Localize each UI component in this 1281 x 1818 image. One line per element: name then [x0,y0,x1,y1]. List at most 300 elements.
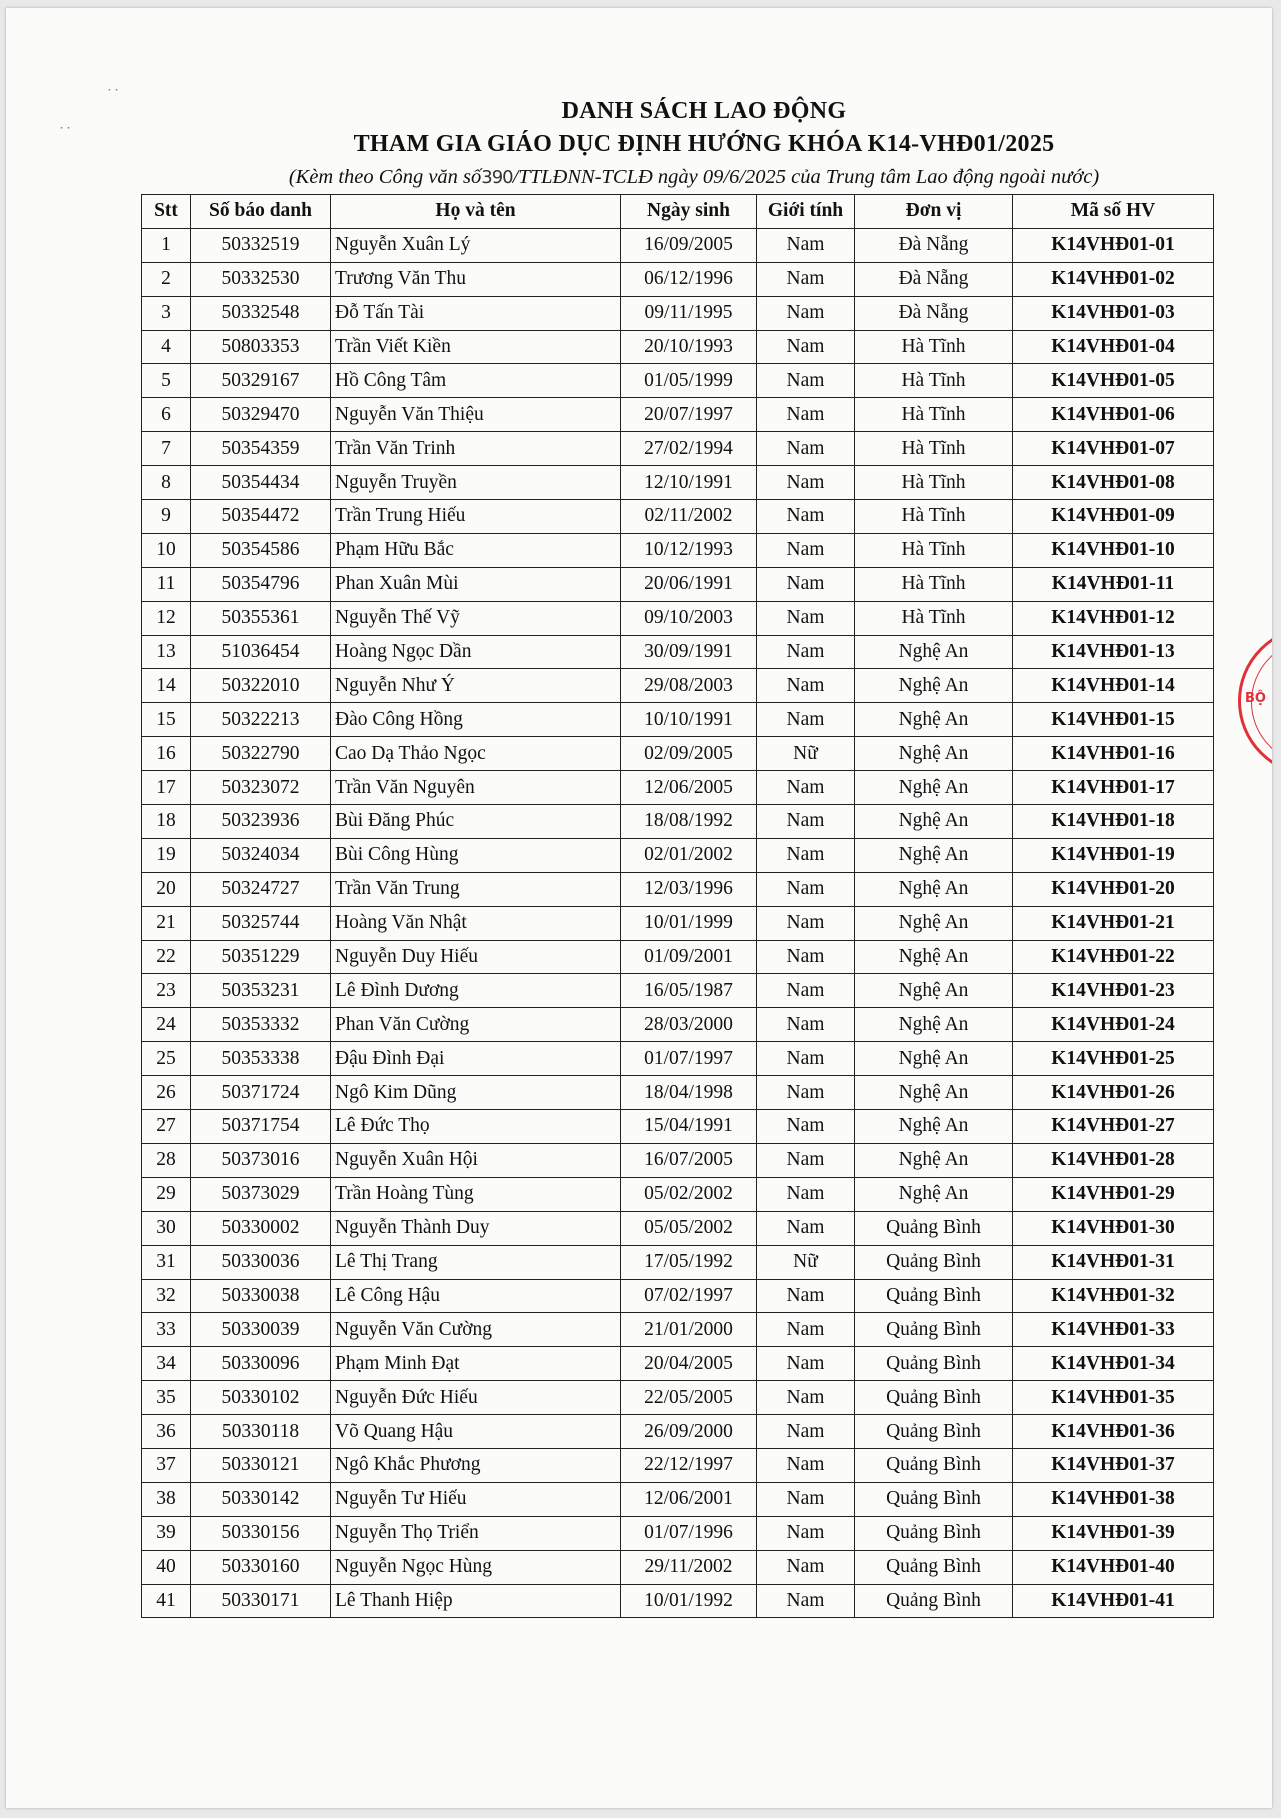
cell-candidate-number: 50803353 [191,330,331,364]
cell-stt: 15 [142,703,191,737]
cell-birth-date: 02/11/2002 [621,500,757,534]
cell-full-name: Phan Văn Cường [331,1008,621,1042]
cell-candidate-number: 50355361 [191,601,331,635]
cell-student-code: K14VHĐ01-29 [1013,1177,1214,1211]
cell-stt: 6 [142,398,191,432]
cell-student-code: K14VHĐ01-04 [1013,330,1214,364]
cell-student-code: K14VHĐ01-02 [1013,262,1214,296]
cell-birth-date: 01/05/1999 [621,364,757,398]
cell-student-code: K14VHĐ01-26 [1013,1076,1214,1110]
cell-unit: Quảng Bình [855,1313,1013,1347]
cell-candidate-number: 50373016 [191,1143,331,1177]
column-header: Ngày sinh [621,195,757,229]
cell-unit: Nghệ An [855,1143,1013,1177]
cell-student-code: K14VHĐ01-33 [1013,1313,1214,1347]
cell-birth-date: 22/12/1997 [621,1448,757,1482]
cell-stt: 29 [142,1177,191,1211]
cell-stt: 32 [142,1279,191,1313]
cell-student-code: K14VHĐ01-07 [1013,432,1214,466]
cell-candidate-number: 50330118 [191,1415,331,1449]
cell-candidate-number: 50330038 [191,1279,331,1313]
cell-stt: 23 [142,974,191,1008]
cell-full-name: Lê Công Hậu [331,1279,621,1313]
cell-candidate-number: 51036454 [191,635,331,669]
cell-student-code: K14VHĐ01-21 [1013,906,1214,940]
cell-birth-date: 20/04/2005 [621,1347,757,1381]
cell-gender: Nam [757,872,855,906]
cell-birth-date: 02/09/2005 [621,737,757,771]
cell-birth-date: 12/10/1991 [621,466,757,500]
cell-stt: 36 [142,1415,191,1449]
cell-full-name: Nguyễn Tư Hiếu [331,1482,621,1516]
cell-candidate-number: 50330121 [191,1448,331,1482]
cell-student-code: K14VHĐ01-14 [1013,669,1214,703]
cell-unit: Nghệ An [855,771,1013,805]
cell-full-name: Nguyễn Duy Hiếu [331,940,621,974]
cell-birth-date: 17/05/1992 [621,1245,757,1279]
cell-full-name: Trần Văn Trinh [331,432,621,466]
cell-full-name: Nguyễn Ngọc Hùng [331,1550,621,1584]
cell-unit: Nghệ An [855,669,1013,703]
cell-gender: Nam [757,1482,855,1516]
cell-candidate-number: 50332548 [191,296,331,330]
cell-gender: Nam [757,228,855,262]
cell-full-name: Ngô Khắc Phương [331,1448,621,1482]
cell-unit: Nghệ An [855,1076,1013,1110]
cell-unit: Hà Tĩnh [855,330,1013,364]
handwritten-number: 390 [481,167,513,188]
red-seal-stamp [1238,626,1272,776]
cell-full-name: Nguyễn Xuân Hội [331,1143,621,1177]
cell-candidate-number: 50324034 [191,838,331,872]
cell-student-code: K14VHĐ01-01 [1013,228,1214,262]
cell-birth-date: 16/09/2005 [621,228,757,262]
cell-gender: Nam [757,635,855,669]
cell-candidate-number: 50354586 [191,533,331,567]
cell-birth-date: 01/07/1997 [621,1042,757,1076]
cell-stt: 13 [142,635,191,669]
cell-student-code: K14VHĐ01-09 [1013,500,1214,534]
cell-stt: 24 [142,1008,191,1042]
cell-unit: Hà Tĩnh [855,567,1013,601]
cell-student-code: K14VHĐ01-27 [1013,1110,1214,1144]
cell-stt: 19 [142,838,191,872]
cell-stt: 11 [142,567,191,601]
cell-birth-date: 20/07/1997 [621,398,757,432]
cell-gender: Nam [757,601,855,635]
cell-birth-date: 16/05/1987 [621,974,757,1008]
cell-gender: Nam [757,1347,855,1381]
cell-candidate-number: 50324727 [191,872,331,906]
column-header: Mã số HV [1013,195,1214,229]
cell-gender: Nam [757,567,855,601]
cell-gender: Nam [757,703,855,737]
cell-birth-date: 28/03/2000 [621,1008,757,1042]
cell-candidate-number: 50322790 [191,737,331,771]
cell-unit: Quảng Bình [855,1415,1013,1449]
cell-unit: Hà Tĩnh [855,533,1013,567]
cell-full-name: Lê Đình Dương [331,974,621,1008]
cell-gender: Nam [757,1584,855,1618]
cell-gender: Nam [757,1211,855,1245]
cell-candidate-number: 50332530 [191,262,331,296]
cell-candidate-number: 50354472 [191,500,331,534]
cell-unit: Nghệ An [855,737,1013,771]
cell-candidate-number: 50371754 [191,1110,331,1144]
cell-unit: Nghệ An [855,635,1013,669]
cell-unit: Hà Tĩnh [855,601,1013,635]
column-header: Giới tính [757,195,855,229]
cell-stt: 33 [142,1313,191,1347]
cell-unit: Hà Tĩnh [855,364,1013,398]
cell-unit: Đà Nẵng [855,262,1013,296]
cell-stt: 14 [142,669,191,703]
cell-full-name: Trần Văn Nguyên [331,771,621,805]
column-header: Stt [142,195,191,229]
cell-unit: Đà Nẵng [855,296,1013,330]
cell-birth-date: 01/09/2001 [621,940,757,974]
cell-stt: 22 [142,940,191,974]
cell-candidate-number: 50330036 [191,1245,331,1279]
cell-unit: Quảng Bình [855,1245,1013,1279]
cell-full-name: Nguyễn Thọ Triển [331,1516,621,1550]
cell-stt: 5 [142,364,191,398]
cell-candidate-number: 50330171 [191,1584,331,1618]
subtitle-before: (Kèm theo Công văn số [288,166,482,188]
cell-stt: 8 [142,466,191,500]
cell-full-name: Phan Xuân Mùi [331,567,621,601]
cell-student-code: K14VHĐ01-16 [1013,737,1214,771]
cell-gender: Nam [757,974,855,1008]
cell-stt: 35 [142,1381,191,1415]
cell-stt: 25 [142,1042,191,1076]
column-header: Số báo danh [191,195,331,229]
cell-gender: Nam [757,1110,855,1144]
cell-unit: Nghệ An [855,805,1013,839]
cell-full-name: Nguyễn Thành Duy [331,1211,621,1245]
cell-birth-date: 15/04/1991 [621,1110,757,1144]
cell-unit: Quảng Bình [855,1584,1013,1618]
cell-full-name: Hoàng Ngọc Dần [331,635,621,669]
cell-full-name: Bùi Công Hùng [331,838,621,872]
cell-stt: 10 [142,533,191,567]
cell-unit: Quảng Bình [855,1381,1013,1415]
cell-gender: Nam [757,805,855,839]
cell-birth-date: 20/06/1991 [621,567,757,601]
cell-unit: Nghệ An [855,1008,1013,1042]
cell-student-code: K14VHĐ01-13 [1013,635,1214,669]
cell-unit: Nghệ An [855,1110,1013,1144]
cell-student-code: K14VHĐ01-38 [1013,1482,1214,1516]
cell-gender: Nam [757,1448,855,1482]
stamp-clip [6,8,1272,1808]
cell-unit: Nghệ An [855,872,1013,906]
cell-stt: 41 [142,1584,191,1618]
cell-birth-date: 18/04/1998 [621,1076,757,1110]
cell-stt: 37 [142,1448,191,1482]
cell-stt: 34 [142,1347,191,1381]
scan-speck: ˙˙ [106,88,120,104]
cell-full-name: Võ Quang Hậu [331,1415,621,1449]
cell-full-name: Đỗ Tấn Tài [331,296,621,330]
cell-full-name: Phạm Minh Đạt [331,1347,621,1381]
cell-unit: Nghệ An [855,1177,1013,1211]
cell-birth-date: 30/09/1991 [621,635,757,669]
cell-student-code: K14VHĐ01-10 [1013,533,1214,567]
cell-gender: Nam [757,1415,855,1449]
cell-candidate-number: 50330002 [191,1211,331,1245]
cell-candidate-number: 50330039 [191,1313,331,1347]
cell-birth-date: 29/11/2002 [621,1550,757,1584]
cell-student-code: K14VHĐ01-19 [1013,838,1214,872]
cell-gender: Nam [757,432,855,466]
cell-gender: Nam [757,1381,855,1415]
cell-gender: Nam [757,1516,855,1550]
cell-unit: Quảng Bình [855,1448,1013,1482]
cell-birth-date: 05/02/2002 [621,1177,757,1211]
cell-birth-date: 22/05/2005 [621,1381,757,1415]
cell-stt: 9 [142,500,191,534]
cell-gender: Nam [757,1550,855,1584]
cell-full-name: Hoàng Văn Nhật [331,906,621,940]
cell-student-code: K14VHĐ01-34 [1013,1347,1214,1381]
cell-candidate-number: 50354359 [191,432,331,466]
cell-gender: Nam [757,669,855,703]
cell-stt: 2 [142,262,191,296]
cell-full-name: Ngô Kim Dũng [331,1076,621,1110]
cell-unit: Quảng Bình [855,1516,1013,1550]
cell-birth-date: 09/11/1995 [621,296,757,330]
cell-stt: 4 [142,330,191,364]
cell-candidate-number: 50330102 [191,1381,331,1415]
cell-candidate-number: 50354796 [191,567,331,601]
cell-student-code: K14VHĐ01-35 [1013,1381,1214,1415]
cell-full-name: Lê Thị Trang [331,1245,621,1279]
cell-full-name: Hồ Công Tâm [331,364,621,398]
cell-stt: 21 [142,906,191,940]
cell-student-code: K14VHĐ01-25 [1013,1042,1214,1076]
cell-birth-date: 06/12/1996 [621,262,757,296]
cell-unit: Hà Tĩnh [855,432,1013,466]
cell-birth-date: 09/10/2003 [621,601,757,635]
cell-student-code: K14VHĐ01-12 [1013,601,1214,635]
document-title-line2: THAM GIA GIÁO DỤC ĐỊNH HƯỚNG KHÓA K14-VHĐ01/2025 [353,131,1055,157]
cell-unit: Quảng Bình [855,1211,1013,1245]
cell-stt: 26 [142,1076,191,1110]
cell-unit: Nghệ An [855,703,1013,737]
cell-birth-date: 21/01/2000 [621,1313,757,1347]
cell-birth-date: 12/06/2005 [621,771,757,805]
cell-gender: Nam [757,500,855,534]
cell-unit: Quảng Bình [855,1550,1013,1584]
cell-student-code: K14VHĐ01-18 [1013,805,1214,839]
cell-unit: Hà Tĩnh [855,466,1013,500]
cell-birth-date: 12/03/1996 [621,872,757,906]
cell-full-name: Trần Trung Hiếu [331,500,621,534]
cell-stt: 1 [142,228,191,262]
cell-student-code: K14VHĐ01-31 [1013,1245,1214,1279]
cell-stt: 30 [142,1211,191,1245]
cell-gender: Nam [757,296,855,330]
cell-candidate-number: 50322010 [191,669,331,703]
cell-gender: Nam [757,906,855,940]
cell-gender: Nam [757,771,855,805]
cell-gender: Nam [757,1076,855,1110]
cell-candidate-number: 50371724 [191,1076,331,1110]
cell-candidate-number: 50353332 [191,1008,331,1042]
cell-full-name: Đậu Đình Đại [331,1042,621,1076]
cell-birth-date: 02/01/2002 [621,838,757,872]
cell-student-code: K14VHĐ01-23 [1013,974,1214,1008]
cell-stt: 20 [142,872,191,906]
cell-full-name: Trương Văn Thu [331,262,621,296]
column-header: Họ và tên [331,195,621,229]
cell-birth-date: 12/06/2001 [621,1482,757,1516]
cell-student-code: K14VHĐ01-36 [1013,1415,1214,1449]
cell-candidate-number: 50354434 [191,466,331,500]
cell-birth-date: 18/08/1992 [621,805,757,839]
cell-candidate-number: 50329470 [191,398,331,432]
cell-student-code: K14VHĐ01-22 [1013,940,1214,974]
cell-stt: 28 [142,1143,191,1177]
cell-gender: Nam [757,1177,855,1211]
cell-student-code: K14VHĐ01-15 [1013,703,1214,737]
cell-stt: 38 [142,1482,191,1516]
cell-student-code: K14VHĐ01-11 [1013,567,1214,601]
cell-student-code: K14VHĐ01-08 [1013,466,1214,500]
cell-full-name: Nguyễn Đức Hiếu [331,1381,621,1415]
cell-gender: Nam [757,940,855,974]
cell-birth-date: 20/10/1993 [621,330,757,364]
cell-candidate-number: 50329167 [191,364,331,398]
cell-unit: Nghệ An [855,974,1013,1008]
cell-birth-date: 27/02/1994 [621,432,757,466]
cell-gender: Nam [757,1042,855,1076]
cell-stt: 7 [142,432,191,466]
cell-full-name: Nguyễn Văn Cường [331,1313,621,1347]
cell-student-code: K14VHĐ01-37 [1013,1448,1214,1482]
cell-full-name: Nguyễn Như Ý [331,669,621,703]
cell-full-name: Nguyễn Văn Thiệu [331,398,621,432]
cell-student-code: K14VHĐ01-41 [1013,1584,1214,1618]
cell-gender: Nữ [757,1245,855,1279]
cell-candidate-number: 50351229 [191,940,331,974]
cell-gender: Nam [757,398,855,432]
cell-student-code: K14VHĐ01-05 [1013,364,1214,398]
cell-birth-date: 10/01/1999 [621,906,757,940]
cell-full-name: Bùi Đăng Phúc [331,805,621,839]
cell-gender: Nam [757,1008,855,1042]
cell-gender: Nam [757,330,855,364]
cell-gender: Nam [757,1313,855,1347]
scan-speck: ˙˙ [58,126,72,142]
cell-unit: Quảng Bình [855,1482,1013,1516]
cell-candidate-number: 50353231 [191,974,331,1008]
cell-gender: Nữ [757,737,855,771]
cell-stt: 3 [142,296,191,330]
cell-candidate-number: 50323936 [191,805,331,839]
cell-unit: Hà Tĩnh [855,500,1013,534]
cell-birth-date: 26/09/2000 [621,1415,757,1449]
cell-gender: Nam [757,838,855,872]
cell-stt: 17 [142,771,191,805]
cell-gender: Nam [757,466,855,500]
cell-full-name: Trần Văn Trung [331,872,621,906]
cell-student-code: K14VHĐ01-17 [1013,771,1214,805]
document-title-line1: DANH SÁCH LAO ĐỘNG [561,98,847,124]
cell-unit: Đà Nẵng [855,228,1013,262]
cell-full-name: Trần Viết Kiền [331,330,621,364]
cell-birth-date: 10/01/1992 [621,1584,757,1618]
cell-candidate-number: 50323072 [191,771,331,805]
cell-gender: Nam [757,364,855,398]
cell-stt: 27 [142,1110,191,1144]
cell-full-name: Cao Dạ Thảo Ngọc [331,737,621,771]
cell-student-code: K14VHĐ01-32 [1013,1279,1214,1313]
cell-student-code: K14VHĐ01-06 [1013,398,1214,432]
cell-full-name: Phạm Hữu Bắc [331,533,621,567]
cell-birth-date: 29/08/2003 [621,669,757,703]
cell-candidate-number: 50330142 [191,1482,331,1516]
cell-stt: 39 [142,1516,191,1550]
cell-unit: Nghệ An [855,940,1013,974]
cell-stt: 31 [142,1245,191,1279]
cell-candidate-number: 50325744 [191,906,331,940]
cell-birth-date: 16/07/2005 [621,1143,757,1177]
cell-unit: Quảng Bình [855,1279,1013,1313]
cell-unit: Hà Tĩnh [855,398,1013,432]
cell-candidate-number: 50353338 [191,1042,331,1076]
cell-full-name: Nguyễn Xuân Lý [331,228,621,262]
cell-unit: Nghệ An [855,838,1013,872]
cell-stt: 16 [142,737,191,771]
cell-full-name: Nguyễn Thế Vỹ [331,601,621,635]
cell-unit: Nghệ An [855,906,1013,940]
subtitle-after: /TTLĐNN-TCLĐ ngày 09/6/2025 của Trung tâm Lao động ngoài nước) [512,166,1100,188]
cell-birth-date: 10/10/1991 [621,703,757,737]
cell-birth-date: 10/12/1993 [621,533,757,567]
cell-gender: Nam [757,262,855,296]
cell-birth-date: 05/05/2002 [621,1211,757,1245]
cell-candidate-number: 50322213 [191,703,331,737]
cell-student-code: K14VHĐ01-20 [1013,872,1214,906]
cell-full-name: Lê Thanh Hiệp [331,1584,621,1618]
cell-candidate-number: 50330156 [191,1516,331,1550]
cell-full-name: Lê Đức Thọ [331,1110,621,1144]
cell-stt: 40 [142,1550,191,1584]
cell-student-code: K14VHĐ01-24 [1013,1008,1214,1042]
cell-candidate-number: 50373029 [191,1177,331,1211]
cell-gender: Nam [757,1279,855,1313]
cell-gender: Nam [757,1143,855,1177]
cell-candidate-number: 50330096 [191,1347,331,1381]
cell-unit: Nghệ An [855,1042,1013,1076]
stamp-text: BỘ [1245,691,1266,706]
cell-gender: Nam [757,533,855,567]
cell-birth-date: 07/02/1997 [621,1279,757,1313]
cell-stt: 18 [142,805,191,839]
cell-candidate-number: 50332519 [191,228,331,262]
cell-student-code: K14VHĐ01-28 [1013,1143,1214,1177]
cell-unit: Quảng Bình [855,1347,1013,1381]
cell-birth-date: 01/07/1996 [621,1516,757,1550]
document-page [6,8,1272,1808]
cell-stt: 12 [142,601,191,635]
column-header: Đơn vị [855,195,1013,229]
cell-full-name: Đào Công Hồng [331,703,621,737]
cell-full-name: Nguyễn Truyền [331,466,621,500]
cell-full-name: Trần Hoàng Tùng [331,1177,621,1211]
